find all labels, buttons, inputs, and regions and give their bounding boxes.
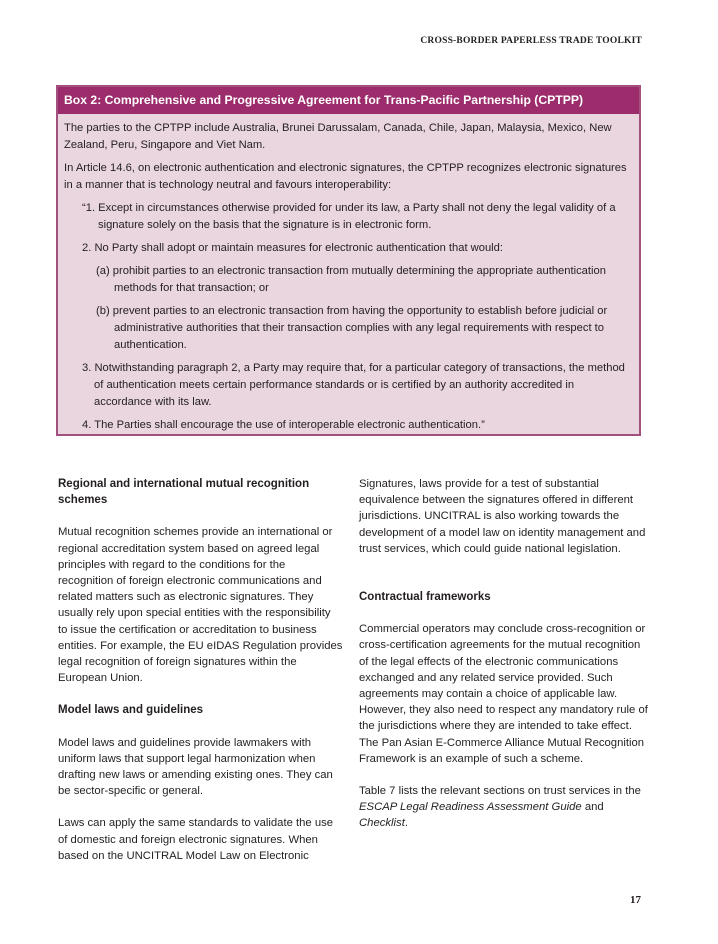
box-body	[58, 114, 639, 434]
quote-item-2b: (b) prevent parties to an electronic transaction from having the opportunity to establish before judicial or administrative authorities that their transaction complies with any legal requirements with respect to authentication.	[96, 305, 608, 351]
quote-item-2a: (a) prohibit parties to an electronic transaction from mutually determining the appropriate authentication methods for that transaction; or	[96, 265, 606, 294]
body-paragraph: Model laws and guidelines provide lawmakers with uniform laws that support legal harmonization when drafting new laws or amending existing ones. They can be sector-specific or general.	[58, 736, 333, 798]
cptpp-box	[56, 85, 641, 436]
running-head: CROSS-BORDER PAPERLESS TRADE TOOLKIT	[420, 36, 642, 46]
quote-item-1: “1. Except in circumstances otherwise provided for under its law, a Party shall not deny the legal validity of a signature solely on the basis that the signature is in electronic form.	[82, 202, 616, 231]
text-run: .	[404, 817, 408, 830]
page-number: 17	[630, 894, 641, 906]
section-heading: Model laws and guidelines	[58, 704, 204, 717]
box-paragraph: In Article 14.6, on electronic authentication and electronic signatures, the CPTPP recognizes electronic signatures in a manner that is technology neutral and favours interoperability:	[64, 162, 627, 191]
text-run: Table 7 lists the relevant sections on trust services in the	[359, 785, 641, 798]
section-heading: Contractual frameworks	[359, 591, 491, 604]
publication-title: ESCAP Legal Readiness Assessment Guide	[359, 801, 582, 814]
body-paragraph: Signatures, laws provide for a test of substantial equivalence between the signatures offered in different jurisdictions. UNCITRAL is also working towards the development of a model law on identity management and trust services, which could guide national legislation.	[359, 478, 646, 555]
quote-item-4: 4. The Parties shall encourage the use of interoperable electronic authentication.”	[82, 419, 485, 431]
section-heading: Regional and international mutual recognition schemes	[58, 478, 310, 507]
right-column	[359, 476, 649, 848]
quote-item-3: 3. Notwithstanding paragraph 2, a Party may require that, for a particular category of transactions, the method of authentication meets certain performance standards or is certified by an authority accredited in accordance with its law.	[82, 362, 625, 408]
publication-title: Checklist	[359, 817, 405, 830]
body-paragraph-table-reference	[359, 783, 649, 832]
body-paragraph: Mutual recognition schemes provide an international or regional accreditation system based on agreed legal principles with regard to the conditions for the recognition of foreign electronic communications and related matters such as electronic signatures. They usually rely upon special entities with the responsibility to issue the certification or accreditation to business entities. For example, the EU eIDAS Regulation provides legal recognition of foreign signatures within the European Union.	[58, 526, 343, 685]
quote-item-2: 2. No Party shall adopt or maintain measures for electronic authentication that would:	[82, 242, 504, 254]
body-paragraph: Laws can apply the same standards to validate the use of domestic and foreign electronic signatures. When based on the UNCITRAL Model Law on Electronic	[58, 817, 334, 862]
box-paragraph: The parties to the CPTPP include Australia, Brunei Darussalam, Canada, Chile, Japan, Malaysia, Mexico, New Zealand, Peru, Singapore and Viet Nam.	[64, 122, 612, 151]
body-paragraph: Commercial operators may conclude cross-recognition or cross-certification agreements for the mutual recognition of the legal effects of the electronic communications exchanged and any related service provided. Such agreements may contain a choice of applicable law. However, they also need to respect any mandatory rule of the jurisdictions where they are intended to take effect. The Pan Asian E-Commerce Alliance Mutual Recognition Framework is an example of such a scheme.	[359, 623, 648, 765]
box-title: Box 2: Comprehensive and Progressive Agreement for Trans-Pacific Partnership (CPTPP)	[58, 87, 639, 114]
left-column	[58, 476, 343, 880]
text-run: and	[581, 801, 604, 814]
